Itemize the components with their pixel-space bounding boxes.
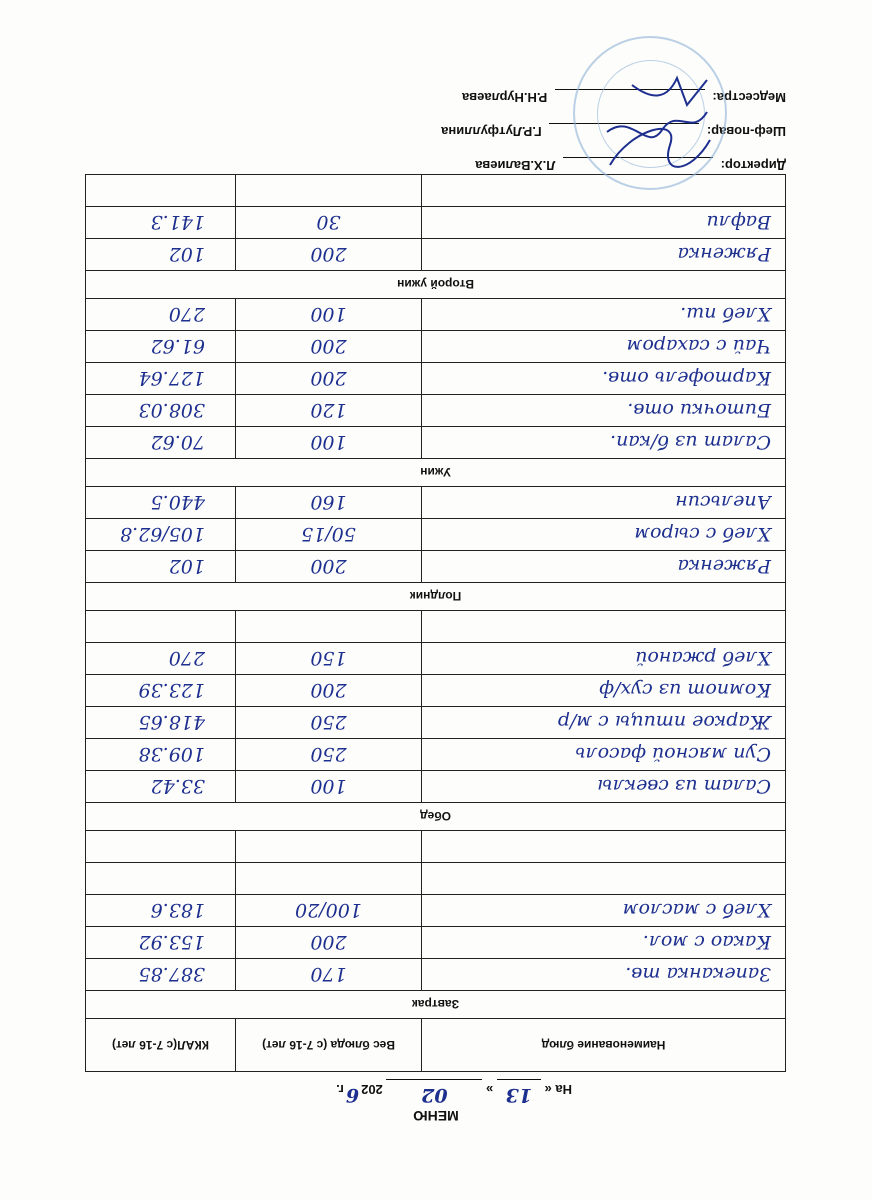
dish-name-cell: Вафли — [422, 207, 786, 239]
weight-cell — [236, 175, 422, 207]
section-title: Второй ужин — [86, 271, 786, 299]
dish-name-cell: Ряженка — [422, 551, 786, 583]
table-row — [86, 863, 786, 895]
dish-name-cell — [422, 611, 786, 643]
weight-cell: 200 — [236, 551, 422, 583]
weight-cell: 170 — [236, 959, 422, 991]
dish-name-cell: Жаркое птицы с м/р — [422, 707, 786, 739]
nurse-label: Медсестра: — [712, 90, 786, 105]
kcal-cell: 61.62 — [86, 331, 236, 363]
date-day: 13 — [505, 1084, 533, 1106]
dish-name-cell: Хлеб с сыром — [422, 519, 786, 551]
kcal-cell: 270 — [86, 643, 236, 675]
section-header — [86, 271, 786, 299]
dish-name-cell: Какао с мол. — [422, 927, 786, 959]
table-row — [86, 239, 786, 271]
date-month: 02 — [421, 1084, 448, 1106]
weight-cell — [236, 831, 422, 863]
weight-cell: 160 — [236, 487, 422, 519]
weight-cell: 50/15 — [236, 519, 422, 551]
dish-name-cell: Картофель отв. — [422, 363, 786, 395]
kcal-cell — [86, 831, 236, 863]
dish-name-cell: Апельсин — [422, 487, 786, 519]
weight-cell: 250 — [236, 739, 422, 771]
column-header-kcal: ККАЛ(с 7-16 лет) — [86, 1019, 236, 1072]
table-row — [86, 959, 786, 991]
chef-name: Г.Р.Лутфуллина — [441, 124, 542, 139]
kcal-cell: 141.3 — [86, 207, 236, 239]
date-prefix: На « — [544, 1082, 572, 1097]
table-row — [86, 299, 786, 331]
dish-name-cell: Биточки отв. — [422, 395, 786, 427]
dish-name-cell: Компот из сух/ф — [422, 675, 786, 707]
table-header — [86, 1019, 786, 1072]
menu-table — [85, 174, 786, 1072]
table-row — [86, 927, 786, 959]
dish-name-cell — [422, 863, 786, 895]
kcal-cell: 102 — [86, 239, 236, 271]
dish-name-cell: Запеканка тв. — [422, 959, 786, 991]
kcal-cell: 153.92 — [86, 927, 236, 959]
page-title: МЕНЮ — [413, 1108, 459, 1124]
kcal-cell: 387.85 — [86, 959, 236, 991]
dish-name-cell — [422, 831, 786, 863]
kcal-cell: 102 — [86, 551, 236, 583]
dish-name-cell: Ряженка — [422, 239, 786, 271]
kcal-cell: 183.6 — [86, 895, 236, 927]
table-row — [86, 739, 786, 771]
table-row — [86, 427, 786, 459]
weight-cell: 200 — [236, 239, 422, 271]
weight-cell: 30 — [236, 207, 422, 239]
date-separator: » — [486, 1082, 494, 1097]
dish-name-cell: Чай с сахаром — [422, 331, 786, 363]
kcal-cell: 127.64 — [86, 363, 236, 395]
table-row — [86, 611, 786, 643]
nurse-signature-scribble — [622, 70, 712, 110]
kcal-cell: 105/62.8 — [86, 519, 236, 551]
kcal-cell — [86, 611, 236, 643]
table-row — [86, 395, 786, 427]
kcal-cell — [86, 175, 236, 207]
year-suffix: 6 — [345, 1084, 360, 1106]
kcal-cell: 123.39 — [86, 675, 236, 707]
weight-cell: 200 — [236, 675, 422, 707]
dish-name-cell: Салат из б/кап. — [422, 427, 786, 459]
nurse-name: Р.Н.Нурлаева — [462, 90, 548, 105]
kcal-cell: 109.38 — [86, 739, 236, 771]
section-header — [86, 991, 786, 1019]
kcal-cell: 270 — [86, 299, 236, 331]
kcal-cell: 308.03 — [86, 395, 236, 427]
weight-cell: 100 — [236, 427, 422, 459]
section-header — [86, 803, 786, 831]
table-row — [86, 675, 786, 707]
dish-name-cell: Хлеб ржаной — [422, 643, 786, 675]
year-prefix: 202 — [361, 1082, 383, 1097]
column-header-name: Наименование блюд — [422, 1019, 786, 1072]
section-title: Полдник — [86, 583, 786, 611]
kcal-cell: 33.42 — [86, 771, 236, 803]
section-title: Обед — [86, 803, 786, 831]
section-header — [86, 459, 786, 487]
director-label: Директор: — [720, 158, 786, 173]
weight-cell: 200 — [236, 363, 422, 395]
table-row — [86, 831, 786, 863]
dish-name-cell: Хлеб пш. — [422, 299, 786, 331]
year-end: г. — [336, 1082, 344, 1097]
kcal-cell: 440.5 — [86, 487, 236, 519]
kcal-cell: 70.62 — [86, 427, 236, 459]
section-title: Ужин — [86, 459, 786, 487]
chef-label: Шеф-повар: — [706, 124, 786, 139]
weight-cell: 150 — [236, 643, 422, 675]
table-row — [86, 363, 786, 395]
table-row — [86, 207, 786, 239]
dish-name-cell: Хлеб с маслом — [422, 895, 786, 927]
weight-cell: 100/20 — [236, 895, 422, 927]
weight-cell: 100 — [236, 299, 422, 331]
table-row — [86, 771, 786, 803]
kcal-cell — [86, 863, 236, 895]
weight-cell — [236, 863, 422, 895]
weight-cell: 120 — [236, 395, 422, 427]
weight-cell: 200 — [236, 331, 422, 363]
kcal-cell: 418.65 — [86, 707, 236, 739]
table-row — [86, 519, 786, 551]
director-name: Л.Х.Валиева — [475, 158, 556, 173]
table-row — [86, 895, 786, 927]
weight-cell — [236, 611, 422, 643]
table-row — [86, 487, 786, 519]
table-row — [86, 551, 786, 583]
dish-name-cell: Суп мясной фасоль — [422, 739, 786, 771]
column-header-weight: Вес блюда (с 7-16 лет) — [236, 1019, 422, 1072]
table-row — [86, 331, 786, 363]
date-line — [336, 1079, 572, 1106]
dish-name-cell: Салат из свеклы — [422, 771, 786, 803]
section-title: Завтрак — [86, 991, 786, 1019]
section-header — [86, 583, 786, 611]
weight-cell: 200 — [236, 927, 422, 959]
weight-cell: 100 — [236, 771, 422, 803]
table-row — [86, 707, 786, 739]
weight-cell: 250 — [236, 707, 422, 739]
table-row — [86, 643, 786, 675]
